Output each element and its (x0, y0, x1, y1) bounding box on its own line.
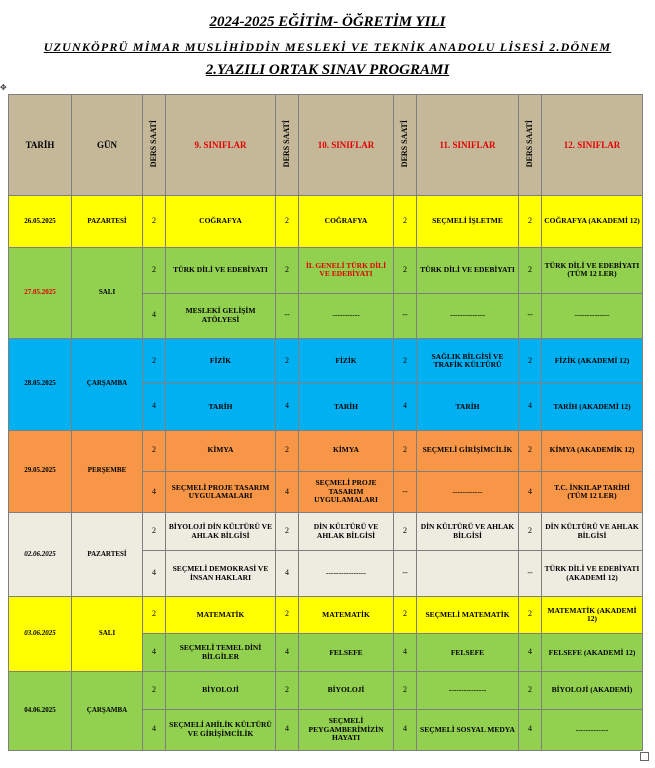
subject-cell-grade-9: KİMYA (166, 430, 276, 471)
header-hours-9 (143, 95, 166, 196)
hours-cell-grade-10: 4 (276, 709, 299, 750)
hours-cell-grade-11: 4 (394, 634, 417, 672)
hours-cell-grade-10: 4 (276, 551, 299, 596)
subject-cell-grade-12: ------------- (542, 709, 643, 750)
subject-cell-grade-9: BİYOLOJİ (166, 672, 276, 709)
hours-cell-grade-10: 2 (276, 248, 299, 293)
subject-cell-grade-11: SAĞLIK BİLGİSİ VE TRAFİK KÜLTÜRÜ (417, 338, 519, 383)
subject-cell-grade-12: -------------- (542, 293, 643, 338)
header-grade-11-text: 11. SINIFLAR (439, 139, 496, 150)
table-row (9, 672, 643, 709)
hours-cell-grade-12: 4 (519, 384, 542, 430)
subject-cell-grade-11: SEÇMELİ MATEMATİK (417, 596, 519, 633)
hours-cell-grade-11: 2 (394, 338, 417, 383)
hours-cell-grade-11: 2 (394, 195, 417, 247)
hours-cell-grade-9: 2 (143, 248, 166, 293)
header-hours-11 (394, 95, 417, 196)
subject-cell-grade-9: TARİH (166, 384, 276, 430)
hours-cell-grade-12: 4 (519, 634, 542, 672)
date-cell: 04.06.2025 (9, 672, 72, 751)
subject-cell-grade-10: BİYOLOJİ (299, 672, 394, 709)
hours-cell-grade-9: 2 (143, 513, 166, 551)
subject-cell-grade-10: MATEMATİK (299, 596, 394, 633)
hours-cell-grade-10: 4 (276, 634, 299, 672)
table-row (9, 248, 643, 293)
subject-cell-grade-10: FELSEFE (299, 634, 394, 672)
hours-cell-grade-11: 2 (394, 596, 417, 633)
subject-cell-grade-12: BİYOLOJİ (AKADEMİ) (542, 672, 643, 709)
date-cell: 27.05.2025 (9, 248, 72, 339)
hours-cell-grade-11: -- (394, 471, 417, 512)
hours-cell-grade-12: -- (519, 551, 542, 596)
subject-cell-grade-12: T.C. İNKILAP TARİHİ (TÜM 12 LER) (542, 471, 643, 512)
day-cell: PAZARTESİ (72, 195, 143, 247)
subject-cell-grade-12: DİN KÜLTÜRÜ VE AHLAK BİLGİSİ (542, 513, 643, 551)
date-cell: 28.05.2025 (9, 338, 72, 430)
subject-cell-grade-10: SEÇMELİ PEYGAMBERİMİZİN HAYATI (299, 709, 394, 750)
hours-cell-grade-10: 2 (276, 430, 299, 471)
header-hours-10-text: DERS SAATİ (281, 120, 291, 168)
table-row (9, 195, 643, 247)
subject-cell-grade-10: ----------- (299, 293, 394, 338)
subject-cell-grade-11: --------------- (417, 672, 519, 709)
subject-cell-grade-12: FİZİK (AKADEMİ 12) (542, 338, 643, 383)
hours-cell-grade-9: 4 (143, 551, 166, 596)
subject-cell-grade-10: İL GENELİ TÜRK DİLİ VE EDEBİYATI (299, 248, 394, 293)
subject-cell-grade-12: COĞRAFYA (AKADEMİ 12) (542, 195, 643, 247)
day-cell: SALI (72, 248, 143, 339)
hours-cell-grade-9: 4 (143, 384, 166, 430)
hours-cell-grade-12: 4 (519, 471, 542, 512)
subject-cell-grade-12: TÜRK DİLİ VE EDEBİYATI (TÜM 12 LER) (542, 248, 643, 293)
subject-cell-grade-9: COĞRAFYA (166, 195, 276, 247)
header-hours-12 (519, 95, 542, 196)
subject-cell-grade-10: TARİH (299, 384, 394, 430)
table-row (9, 338, 643, 383)
subject-cell-grade-10: DİN KÜLTÜRÜ VE AHLAK BİLGİSİ (299, 513, 394, 551)
hours-cell-grade-11: 2 (394, 513, 417, 551)
hours-cell-grade-10: 2 (276, 195, 299, 247)
subject-cell-grade-11: TARİH (417, 384, 519, 430)
header-row (9, 95, 643, 196)
subject-cell-grade-12: MATEMATİK (AKADEMİ 12) (542, 596, 643, 633)
hours-cell-grade-12: 4 (519, 709, 542, 750)
day-cell: PAZARTESİ (72, 513, 143, 597)
hours-cell-grade-9: 4 (143, 293, 166, 338)
subject-cell-grade-9: BİYOLOJİ DİN KÜLTÜRÜ VE AHLAK BİLGİSİ (166, 513, 276, 551)
day-cell: ÇARŞAMBA (72, 338, 143, 430)
table-move-handle-icon[interactable]: ✥ (0, 83, 7, 92)
subject-cell-grade-10: FİZİK (299, 338, 394, 383)
date-cell: 29.05.2025 (9, 430, 72, 513)
hours-cell-grade-10: 4 (276, 471, 299, 512)
hours-cell-grade-11: 2 (394, 430, 417, 471)
header-day (72, 95, 143, 196)
header-grade-12-text: 12. SINIFLAR (563, 139, 621, 150)
hours-cell-grade-9: 2 (143, 195, 166, 247)
hours-cell-grade-11: 2 (394, 248, 417, 293)
hours-cell-grade-11: 4 (394, 384, 417, 430)
hours-cell-grade-9: 2 (143, 430, 166, 471)
hours-cell-grade-9: 2 (143, 672, 166, 709)
day-cell: ÇARŞAMBA (72, 672, 143, 751)
table-row (9, 430, 643, 471)
header-grade-10 (299, 95, 394, 196)
subject-cell-grade-11: FELSEFE (417, 634, 519, 672)
exam-program-title: 2.YAZILI ORTAK SINAV PROGRAMI (205, 62, 450, 78)
subject-cell-grade-11: SEÇMELİ SOSYAL MEDYA (417, 709, 519, 750)
header-hours-11-text: DERS SAATİ (399, 120, 409, 168)
subject-cell-grade-12: TÜRK DİLİ VE EDEBİYATI (AKADEMİ 12) (542, 551, 643, 596)
hours-cell-grade-10: 2 (276, 513, 299, 551)
subject-cell-grade-11: DİN KÜLTÜRÜ VE AHLAK BİLGİSİ (417, 513, 519, 551)
subject-cell-grade-9: SEÇMELİ PROJE TASARIM UYGULAMALARI (166, 471, 276, 512)
school-name-term: UZUNKÖPRÜ MİMAR MUSLİHİDDİN MESLEKİ VE TEKNİK ANADOLU LİSESİ 2.DÖNEM (43, 40, 612, 54)
hours-cell-grade-12: 2 (519, 248, 542, 293)
date-cell: 26.05.2025 (9, 195, 72, 247)
hours-cell-grade-10: 2 (276, 596, 299, 633)
exam-schedule-table (8, 94, 643, 751)
hours-cell-grade-10: 4 (276, 384, 299, 430)
hours-cell-grade-12: -- (519, 293, 542, 338)
schedule-body (9, 95, 643, 751)
hours-cell-grade-11: -- (394, 551, 417, 596)
subject-cell-grade-11 (417, 551, 519, 596)
subject-cell-grade-10: SEÇMELİ PROJE TASARIM UYGULAMALARI (299, 471, 394, 512)
subject-cell-grade-11: -------------- (417, 293, 519, 338)
header-grade-12 (542, 95, 643, 196)
subject-cell-grade-10: KİMYA (299, 430, 394, 471)
subject-cell-grade-11: SEÇMELİ İŞLETME (417, 195, 519, 247)
subject-cell-grade-10: ---------------- (299, 551, 394, 596)
hours-cell-grade-10: 2 (276, 672, 299, 709)
subject-cell-grade-9: MATEMATİK (166, 596, 276, 633)
subject-cell-grade-9: MESLEKİ GELİŞİM ATÖLYESİ (166, 293, 276, 338)
subject-cell-grade-9: SEÇMELİ AHİLİK KÜLTÜRÜ VE GİRİŞİMCİLİK (166, 709, 276, 750)
date-cell: 02.06.2025 (9, 513, 72, 597)
hours-cell-grade-12: 2 (519, 338, 542, 383)
hours-cell-grade-12: 2 (519, 513, 542, 551)
hours-cell-grade-9: 4 (143, 471, 166, 512)
header-hours-10 (276, 95, 299, 196)
header-date (9, 95, 72, 196)
hours-cell-grade-12: 2 (519, 430, 542, 471)
subject-cell-grade-9: FİZİK (166, 338, 276, 383)
subject-cell-grade-11: TÜRK DİLİ VE EDEBİYATI (417, 248, 519, 293)
subject-cell-grade-11: SEÇMELİ GİRİŞİMCİLİK (417, 430, 519, 471)
hours-cell-grade-11: 4 (394, 709, 417, 750)
header-hours-9-text: DERS SAATİ (148, 120, 158, 168)
header-grade-11 (417, 95, 519, 196)
table-row (9, 513, 643, 551)
document-title-year: 2024-2025 EĞİTİM- ÖĞRETİM YILI (209, 14, 446, 30)
hours-cell-grade-12: 2 (519, 672, 542, 709)
subject-cell-grade-9: TÜRK DİLİ VE EDEBİYATI (166, 248, 276, 293)
hours-cell-grade-9: 4 (143, 709, 166, 750)
header-grade-10-text: 10. SINIFLAR (317, 139, 375, 150)
day-cell: SALI (72, 596, 143, 672)
subject-cell-grade-12: FELSEFE (AKADEMİ 12) (542, 634, 643, 672)
header-grade-9 (166, 95, 276, 196)
subject-cell-grade-12: KİMYA (AKADEMİK 12) (542, 430, 643, 471)
subject-cell-grade-10: COĞRAFYA (299, 195, 394, 247)
header-date-text: TARİH (25, 139, 55, 150)
header-hours-12-text: DERS SAATİ (524, 120, 534, 168)
subject-cell-grade-9: SEÇMELİ TEMEL DİNİ BİLGİLER (166, 634, 276, 672)
hours-cell-grade-9: 4 (143, 634, 166, 672)
subject-cell-grade-11: ------------ (417, 471, 519, 512)
day-cell: PERŞEMBE (72, 430, 143, 513)
subject-cell-grade-9: SEÇMELİ DEMOKRASİ VE İNSAN HAKLARI (166, 551, 276, 596)
subject-cell-grade-12: TARİH (AKADEMİ 12) (542, 384, 643, 430)
hours-cell-grade-10: 2 (276, 338, 299, 383)
header-day-text: GÜN (97, 139, 117, 150)
table-row (9, 596, 643, 633)
hours-cell-grade-12: 2 (519, 596, 542, 633)
hours-cell-grade-9: 2 (143, 338, 166, 383)
hours-cell-grade-11: 2 (394, 672, 417, 709)
hours-cell-grade-12: 2 (519, 195, 542, 247)
date-cell: 03.06.2025 (9, 596, 72, 672)
hours-cell-grade-10: -- (276, 293, 299, 338)
hours-cell-grade-11: -- (394, 293, 417, 338)
end-of-cell-marker (640, 752, 649, 761)
header-grade-9-text: 9. SINIFLAR (194, 139, 247, 150)
hours-cell-grade-9: 2 (143, 596, 166, 633)
